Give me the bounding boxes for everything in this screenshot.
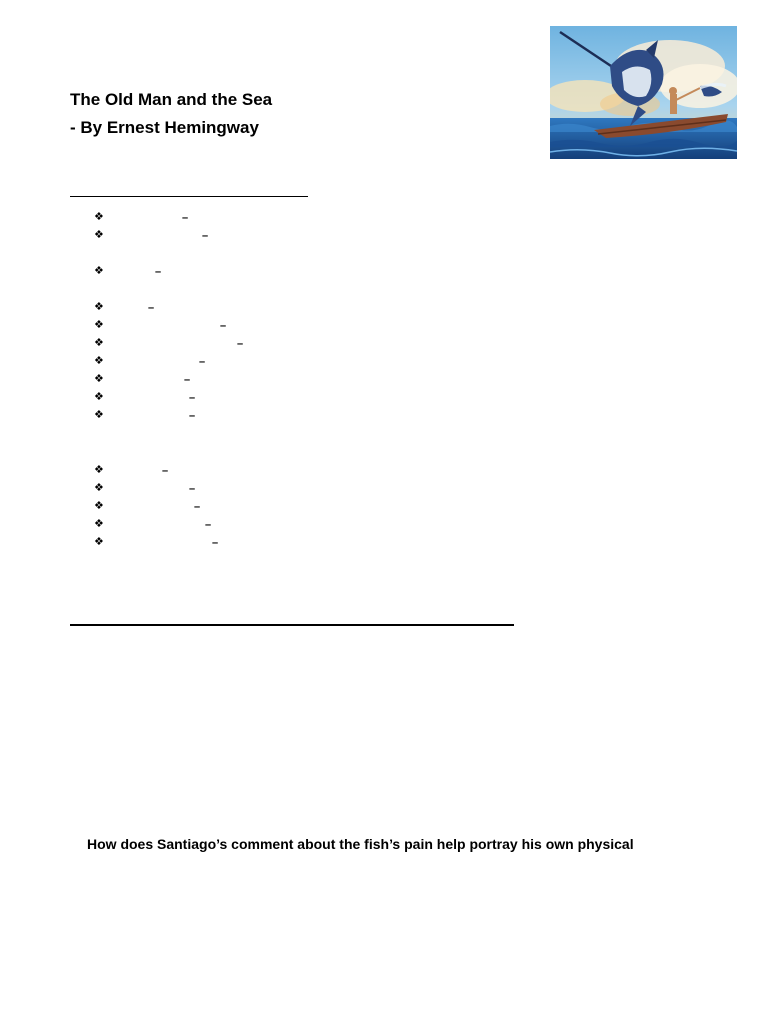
list-dash: – — [194, 501, 201, 513]
list-item — [94, 535, 219, 549]
marlin-boat-painting-icon — [550, 26, 737, 159]
diamond-bullet-icon: ❖ — [94, 354, 104, 367]
diamond-bullet-icon: ❖ — [94, 372, 104, 385]
diamond-bullet-icon: ❖ — [94, 408, 104, 421]
list-dash: – — [205, 519, 212, 531]
discussion-question: How does Santiago’s comment about the fish’s pain help portray his own physical — [87, 836, 634, 852]
diamond-bullet-icon: ❖ — [94, 318, 104, 331]
diamond-bullet-icon: ❖ — [94, 535, 104, 548]
diamond-bullet-icon: ❖ — [94, 264, 104, 277]
list-item — [94, 463, 169, 477]
diamond-bullet-icon: ❖ — [94, 499, 104, 512]
list-dash: – — [155, 266, 162, 278]
section-rule-bottom — [70, 624, 514, 626]
diamond-bullet-icon: ❖ — [94, 481, 104, 494]
list-dash: – — [184, 374, 191, 386]
list-item — [94, 300, 155, 314]
document-title: The Old Man and the Sea — [70, 90, 273, 109]
list-dash: – — [182, 212, 189, 224]
list-item — [94, 210, 189, 224]
list-dash: – — [189, 483, 196, 495]
list-dash: – — [162, 465, 169, 477]
list-item — [94, 318, 227, 332]
list-dash: – — [212, 537, 219, 549]
section-rule-top — [70, 196, 308, 197]
diamond-bullet-icon: ❖ — [94, 463, 104, 476]
diamond-bullet-icon: ❖ — [94, 390, 104, 403]
list-dash: – — [220, 320, 227, 332]
list-item — [94, 228, 209, 242]
list-item — [94, 517, 212, 531]
list-dash: – — [237, 338, 244, 350]
list-item — [94, 264, 162, 278]
list-item — [94, 354, 206, 368]
list-dash: – — [199, 356, 206, 368]
list-item — [94, 372, 191, 386]
list-dash: – — [189, 392, 196, 404]
diamond-bullet-icon: ❖ — [94, 210, 104, 223]
list-item — [94, 499, 201, 513]
diamond-bullet-icon: ❖ — [94, 300, 104, 313]
list-dash: – — [202, 230, 209, 242]
diamond-bullet-icon: ❖ — [94, 336, 104, 349]
list-item — [94, 408, 196, 422]
diamond-bullet-icon: ❖ — [94, 228, 104, 241]
document-author: - By Ernest Hemingway — [70, 118, 259, 137]
list-item — [94, 390, 196, 404]
diamond-bullet-icon: ❖ — [94, 517, 104, 530]
list-item — [94, 336, 244, 350]
list-dash: – — [189, 410, 196, 422]
list-item — [94, 481, 196, 495]
list-dash: – — [148, 302, 155, 314]
